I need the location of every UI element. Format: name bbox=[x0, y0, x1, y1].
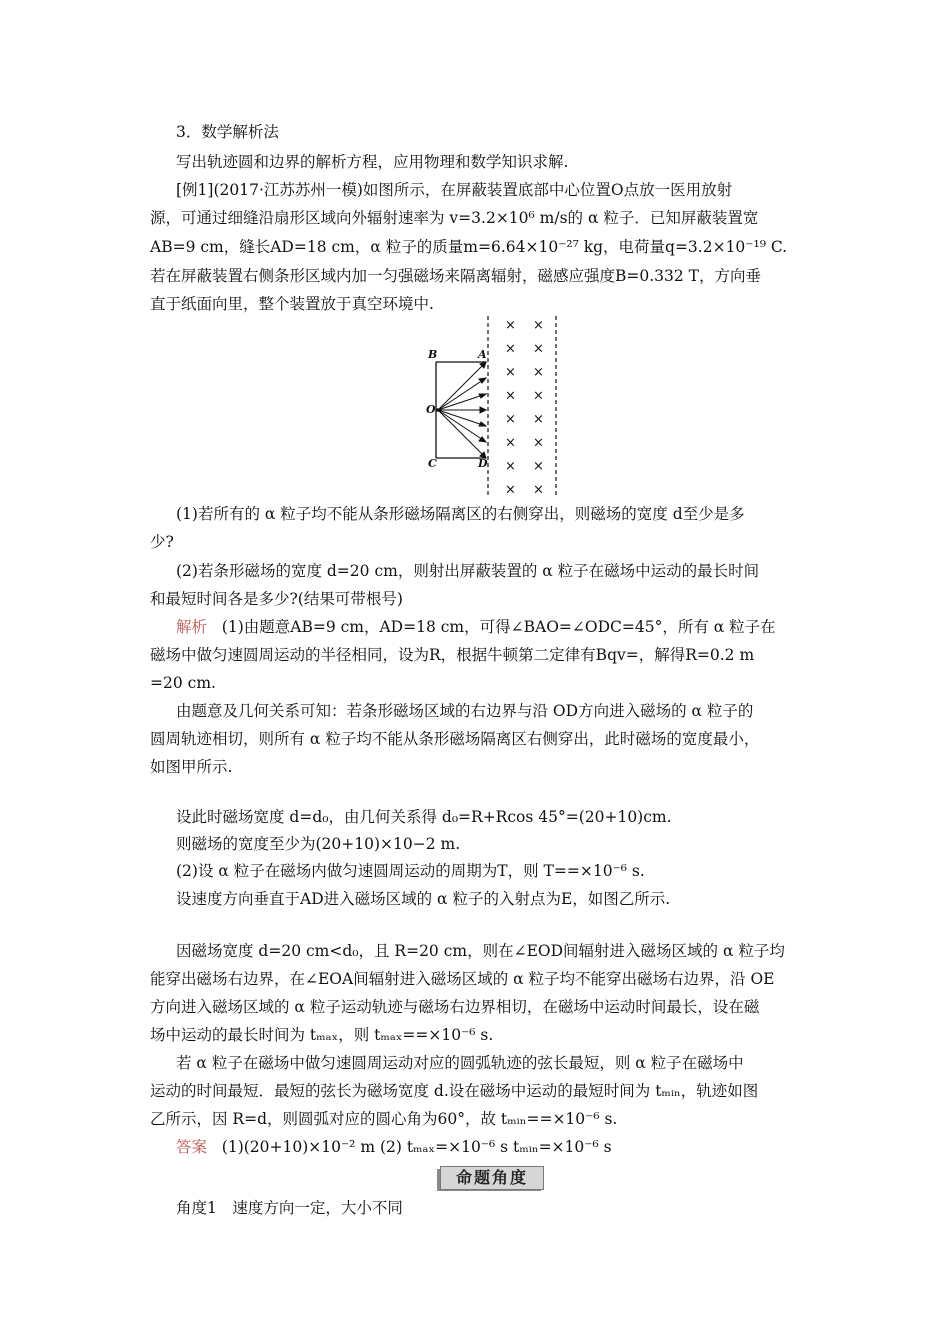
paragraph-line: 如图甲所示. bbox=[150, 758, 233, 776]
field-mark: × bbox=[533, 412, 544, 427]
question2-line: 和最短时间各是多少?(结果可带根号) bbox=[150, 590, 403, 608]
example-line: 直于纸面向里，整个装置放于真空环境中. bbox=[150, 295, 434, 313]
label-d: D bbox=[478, 457, 488, 470]
paragraph-line: 圆周轨迹相切，则所有 α 粒子均不能从条形磁场隔离区右侧穿出，此时磁场的宽度最小， bbox=[150, 730, 760, 748]
field-mark: × bbox=[533, 318, 544, 333]
angle-line: 角度1 速度方向一定，大小不同 bbox=[176, 1199, 403, 1217]
example-line: 若在屏蔽装置右侧条形区域内加一匀强磁场来隔离辐射，磁感应强度B=0.332 T，方向垂 bbox=[150, 267, 762, 285]
paragraph-line: 乙所示，因 R=d，则圆弧对应的圆心角为60°，故 tₘᵢₙ==×10⁻⁶ s. bbox=[150, 1110, 618, 1128]
label-a: A bbox=[478, 348, 487, 361]
shielding-figure bbox=[420, 312, 590, 502]
paragraph-line: 则磁场的宽度至少为(20+10)×10−2 m. bbox=[176, 835, 461, 853]
answer-text: (1)(20+10)×10⁻² m (2) tₘₐₓ=×10⁻⁶ s tₘᵢₙ=×10⁻⁶ s bbox=[221, 1138, 612, 1156]
paragraph-line: 运动的时间最短．最短的弦长为磁场宽度 d.设在磁场中运动的最短时间为 tₘᵢₙ，轨迹如图 bbox=[150, 1082, 759, 1100]
field-mark: × bbox=[533, 459, 544, 474]
question1-line: 少? bbox=[150, 533, 174, 551]
paragraph-line: 场中运动的最长时间为 tₘₐₓ，则 tₘₐₓ==×10⁻⁶ s. bbox=[150, 1026, 494, 1044]
paragraph-line: (2)设 α 粒子在磁场内做匀速圆周运动的周期为T，则 T==×10⁻⁶ s. bbox=[176, 862, 645, 880]
paragraph-line: 由题意及几何关系可知：若条形磁场区域的右边界与沿 OD方向进入磁场的 α 粒子的 bbox=[176, 702, 754, 720]
field-mark: × bbox=[533, 388, 544, 404]
section-tag-label: 命题角度 bbox=[440, 1166, 544, 1190]
paragraph-line: 能穿出磁场右边界，在∠EOA间辐射进入磁场区域的 α 粒子均不能穿出磁场右边界，沿 OE bbox=[150, 970, 775, 988]
label-c: C bbox=[428, 457, 437, 470]
paragraph-line: 方向进入磁场区域的 α 粒子运动轨迹与磁场右边界相切，在磁场中运动时间最长，设在磁 bbox=[150, 998, 760, 1016]
field-mark: × bbox=[533, 365, 544, 380]
example-line: AB=9 cm，缝长AD=18 cm，α 粒子的质量m=6.64×10⁻²⁷ kg，电荷量q=3.2×10⁻¹⁹ C. bbox=[150, 238, 788, 256]
label-o: O bbox=[426, 403, 436, 416]
field-mark: × bbox=[505, 482, 516, 498]
analysis-line-first bbox=[176, 617, 776, 637]
field-mark: × bbox=[505, 318, 516, 333]
paragraph-line: 若 α 粒子在磁场中做匀速圆周运动对应的圆弧轨迹的弦长最短，则 α 粒子在磁场中 bbox=[176, 1054, 744, 1072]
field-mark: × bbox=[505, 435, 516, 451]
field-mark: × bbox=[505, 341, 516, 357]
field-mark: × bbox=[505, 365, 516, 380]
example-line: 源，可通过细缝沿扇形区域向外辐射速率为 v=3.2×10⁶ m/s的 α 粒子．已知屏蔽装置宽 bbox=[150, 209, 759, 227]
magnetic-field-marks bbox=[505, 318, 544, 498]
analysis-text: (1)由题意AB=9 cm，AD=18 cm，可得∠BAO=∠ODC=45°，所有 α 粒子在 bbox=[221, 618, 776, 636]
field-mark: × bbox=[533, 435, 544, 451]
paragraph-line: 设速度方向垂直于AD进入磁场区域的 α 粒子的入射点为E，如图乙所示. bbox=[176, 890, 671, 908]
analysis-line: 磁场中做匀速圆周运动的半径相同，设为R，根据牛顿第二定律有Bqv=，解得R=0.2 m bbox=[150, 646, 755, 664]
question1-line: (1)若所有的 α 粒子均不能从条形磁场隔离区的右侧穿出，则磁场的宽度 d至少是多 bbox=[176, 505, 745, 523]
question2-line: (2)若条形磁场的宽度 d=20 cm，则射出屏蔽装置的 α 粒子在磁场中运动的最长时间 bbox=[176, 562, 760, 580]
answer-label: 答案 bbox=[176, 1138, 208, 1156]
field-mark: × bbox=[533, 341, 544, 357]
field-mark: × bbox=[505, 388, 516, 404]
answer-line bbox=[176, 1137, 612, 1157]
example-line: [例1](2017·江苏苏州一模)如图所示，在屏蔽装置底部中心位置O点放一医用放射 bbox=[176, 181, 733, 199]
analysis-label: 解析 bbox=[176, 618, 208, 636]
field-mark: × bbox=[505, 459, 516, 474]
section-heading: 3．数学解析法 bbox=[176, 123, 279, 141]
field-mark: × bbox=[533, 482, 544, 498]
rays bbox=[438, 362, 486, 458]
paragraph-line: 设此时磁场宽度 d=d₀，由几何关系得 d₀=R+Rcos 45°=(20+10)cm. bbox=[176, 808, 672, 826]
analysis-line: =20 cm. bbox=[150, 674, 216, 692]
label-b: B bbox=[428, 348, 438, 361]
field-mark: × bbox=[505, 412, 516, 427]
section-intro: 写出轨迹圆和边界的解析方程，应用物理和数学知识求解. bbox=[176, 153, 569, 171]
paragraph-line: 因磁场宽度 d=20 cm<d₀，且 R=20 cm，则在∠EOD间辐射进入磁场区域的 α 粒子均 bbox=[176, 942, 785, 960]
section-tag bbox=[437, 1166, 547, 1192]
source-point bbox=[436, 408, 440, 412]
